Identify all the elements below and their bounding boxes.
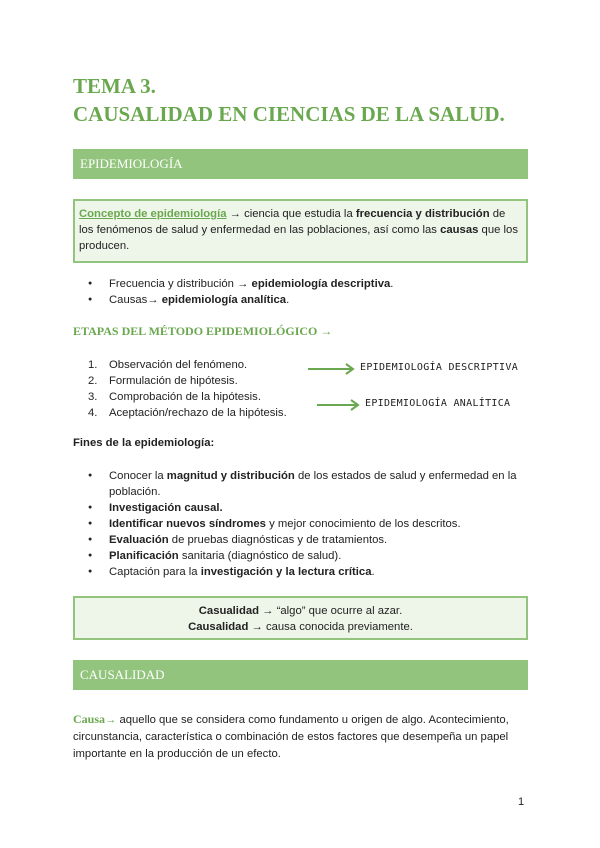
item-text: Comprobación de la hipótesis. [109, 391, 261, 403]
cause-text: aquello que se considera como fundamento u origen de algo. Acontecimiento, circunstancia, característica o combinación de estos factores que desempeña un papel importante en la producción de un efecto. [73, 714, 509, 760]
compare-text: → “algo” que ocurre al azar. [259, 605, 403, 617]
list-item [88, 357, 287, 373]
concept-bold-1: frecuencia y distribución [355, 208, 490, 220]
item-bold: magnitud y distribución [166, 470, 295, 482]
item-bold: Investigación causal. [109, 502, 223, 514]
title-line-2: CAUSALIDAD EN CIENCIAS DE LA SALUD. [73, 102, 505, 126]
concept-text-1: → ciencia que estudia la [226, 208, 356, 220]
item-bold: Planificación [109, 550, 179, 562]
note-analytic: EPIDEMIOLOGÍA ANALÍTICA [365, 398, 511, 409]
item-text: . [371, 566, 375, 578]
section-label: CAUSALIDAD [80, 667, 165, 682]
cause-arrow: → [105, 714, 117, 726]
item-text: Conocer la [109, 470, 167, 482]
stages-heading-text: ETAPAS DEL MÉTODO EPIDEMIOLÓGICO [73, 324, 318, 338]
item-text: Aceptación/rechazo de la hipótesis. [109, 407, 287, 419]
item-text: Causas→ [109, 294, 162, 306]
list-item [88, 389, 287, 405]
note-descriptive: EPIDEMIOLOGÍA DESCRIPTIVA [360, 362, 519, 373]
item-text: y mejor conocimiento de los descritos. [265, 518, 461, 530]
list-item [88, 548, 518, 564]
concept-text-3: que los producen. [79, 224, 518, 252]
item-end: . [390, 278, 394, 290]
page-title [73, 72, 505, 128]
stages-arrow: → [320, 324, 333, 338]
list-item [88, 500, 518, 516]
stages-list [88, 357, 287, 421]
item-bold: epidemiología analítica [161, 294, 287, 306]
aims-list [88, 468, 518, 580]
list-item [88, 292, 393, 308]
cause-term: Causa [73, 712, 106, 726]
item-text: Formulación de hipótesis. [109, 375, 238, 387]
list-item [88, 405, 287, 421]
section-label: EPIDEMIOLOGÍA [80, 156, 183, 171]
concept-text-2: de los fenómenos de salud y enfermedad en las poblaciones, así como las [79, 208, 506, 236]
item-bold: epidemiología descriptiva [251, 278, 391, 290]
item-bold: Evaluación [109, 534, 169, 546]
list-item [88, 516, 518, 532]
stages-heading [73, 324, 332, 339]
item-text: Observación del fenómeno. [109, 359, 248, 371]
concept-term-link[interactable]: Concepto de epidemiología [79, 208, 227, 220]
compare-line-1 [75, 603, 526, 619]
compare-line-2 [75, 619, 526, 635]
item-end: . [286, 294, 290, 306]
item-num: 4. [88, 407, 98, 419]
list-item [88, 373, 287, 389]
compare-box [73, 596, 528, 640]
item-num: 2. [88, 375, 98, 387]
types-list [88, 276, 393, 308]
section-bar-epidemiologia [73, 149, 528, 179]
compare-term: Casualidad [198, 605, 260, 617]
list-item [88, 468, 518, 500]
list-item [88, 532, 518, 548]
concept-bold-2: causas [440, 224, 479, 236]
arrow-right-icon [317, 398, 362, 412]
item-text: de pruebas diagnósticas y de tratamientos. [168, 534, 388, 546]
compare-text: → causa conocida previamente. [248, 621, 413, 633]
item-num: 3. [88, 391, 98, 403]
title-line-1: TEMA 3. [73, 74, 156, 98]
item-text: sanitaria (diagnóstico de salud). [178, 550, 342, 562]
aims-heading: Fines de la epidemiología: [73, 437, 215, 449]
item-bold: investigación y la lectura crítica [200, 566, 372, 578]
item-text: Frecuencia y distribución → [109, 278, 252, 290]
compare-term: Causalidad [188, 621, 249, 633]
item-num: 1. [88, 359, 98, 371]
cause-paragraph [73, 711, 528, 763]
item-text: de los estados de salud y enfermedad en la población. [109, 470, 517, 498]
page-number: 1 [518, 796, 525, 808]
item-text: Captación para la [109, 566, 201, 578]
item-bold: Identificar nuevos síndromes [109, 518, 266, 530]
section-bar-causalidad [73, 660, 528, 690]
list-item [88, 276, 393, 292]
list-item [88, 564, 518, 580]
concept-box [73, 199, 528, 263]
arrow-right-icon [308, 362, 358, 376]
